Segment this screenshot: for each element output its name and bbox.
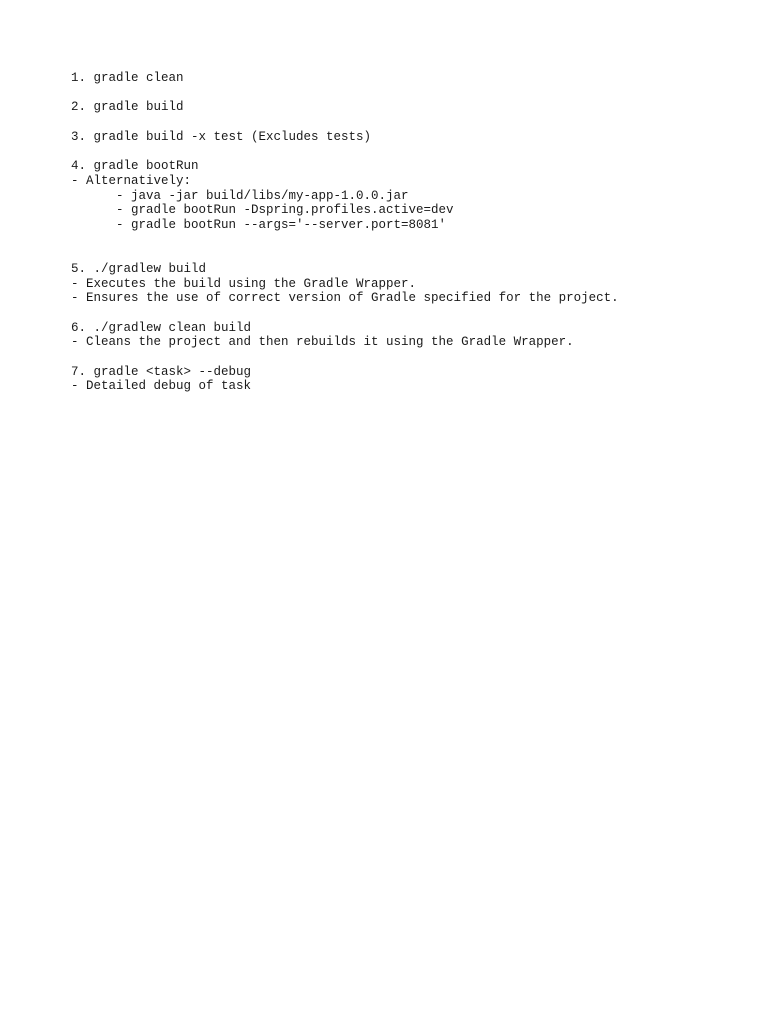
blank-line [71,115,751,130]
step-4-alternative-item: - gradle bootRun --args='--server.port=8081' [71,217,447,232]
blank-line [71,86,751,101]
document-body [71,71,751,394]
step-4-alternatives-heading: - Alternatively: [71,173,192,188]
step-6-note: - Cleans the project and then rebuilds it using the Gradle Wrapper. [71,335,574,350]
step-5-note: - Executes the build using the Gradle Wrapper. [71,276,417,291]
blank-lines [71,233,751,262]
step-4-command: 4. gradle bootRun [71,159,199,174]
step-3-command: 3. gradle build -x test (Excludes tests) [71,129,372,144]
blank-line [71,144,751,159]
step-5-command: 5. ./gradlew build [71,261,207,276]
step-6-command: 6. ./gradlew clean build [71,320,252,335]
step-7-command: 7. gradle <task> --debug [71,364,252,379]
step-2-command: 2. gradle build [71,100,184,115]
blank-line [71,306,751,321]
step-1-command: 1. gradle clean [71,71,184,85]
step-4-alternative-item: - gradle bootRun -Dspring.profiles.active=dev [71,203,454,218]
step-4-alternative-item: - java -jar build/libs/my-app-1.0.0.jar [71,188,409,203]
blank-line [71,350,751,365]
step-7-note: - Detailed debug of task [71,379,252,394]
step-5-note: - Ensures the use of correct version of Gradle specified for the project. [71,291,619,306]
